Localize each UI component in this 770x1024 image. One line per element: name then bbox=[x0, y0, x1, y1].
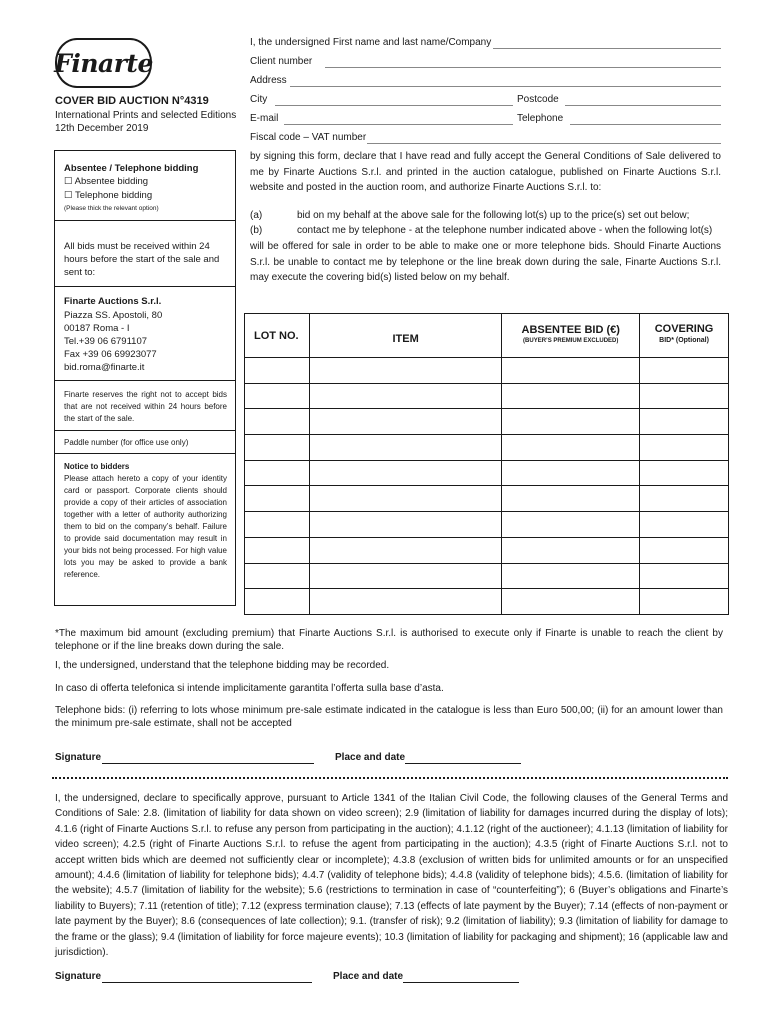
address-field[interactable] bbox=[290, 86, 721, 87]
name-field[interactable] bbox=[493, 48, 721, 49]
lot-number-cell[interactable] bbox=[245, 512, 310, 538]
postcode-field[interactable] bbox=[565, 105, 721, 106]
option-b-text-1: contact me by telephone - at the telephone number indicated above - when the following lot(s) bbox=[297, 225, 713, 236]
item-cell[interactable] bbox=[309, 589, 501, 615]
item-cell[interactable] bbox=[309, 435, 501, 461]
telephone-checkbox[interactable]: ☐ Telephone bidding bbox=[64, 190, 153, 201]
item-cell[interactable] bbox=[309, 409, 501, 435]
absentee-bid-cell[interactable] bbox=[502, 537, 640, 563]
bids-table bbox=[244, 313, 729, 615]
covering-bid-cell[interactable] bbox=[640, 563, 729, 589]
covering-bid-cell[interactable] bbox=[640, 537, 729, 563]
table-row bbox=[245, 358, 729, 384]
lot-number-cell[interactable] bbox=[245, 589, 310, 615]
auction-subtitle: International Prints and selected Editions bbox=[55, 110, 237, 121]
company-address-2: 00187 Roma - I bbox=[64, 323, 130, 334]
lot-number-cell[interactable] bbox=[245, 435, 310, 461]
table-header-row bbox=[245, 314, 729, 358]
divider bbox=[55, 220, 235, 221]
postcode-label: Postcode bbox=[517, 94, 559, 105]
signature-label: Signature bbox=[55, 752, 102, 763]
company-phone: Tel.+39 06 6791107 bbox=[64, 336, 148, 347]
bidding-type-title: Absentee / Telephone bidding bbox=[64, 163, 199, 174]
dotted-separator bbox=[52, 777, 728, 779]
absentee-bid-cell[interactable] bbox=[502, 563, 640, 589]
covering-bid-cell[interactable] bbox=[640, 383, 729, 409]
clauses-text: I, the undersigned, declare to specifically approve, pursuant to Article 1341 of the Italian Civil Code, the following clauses of the General Terms and Conditions of Sale: 2.8. (limitation of liability for data shown on video screen); 2.9 (limitation of liability for damages incurred during the display of lots); 4.1.6 (right of Finarte Auctions S.r.l. to refuse any person from participating in the auction); 4.1.12 (right of the auctioneer); 4.1.13 (limitation of liability for video screen); 4.2.5 (right of Finarte Auctions S.r.l. to refuse the agent from participating in the auction); 4.3.5 (right of Finarte Auctions S.r.l. not to accept written bids which are deemed not sufficiently clear or incomplete); 4.3.8 (exclusion of written bids for unlimited amounts or for an unspecified amount); 4.4.6 (limitation of liability for telephone bids); 4.4.7 (validity of telephone bids); 4.4.8 (validity of telephone bids); 4.5.6. (limitation of liability for the website); 4.5.7 (limitation of liability for the website); 5.6 (restrictions to termination in case of “counterfeiting”); 6 (Buyer’s obligations and Finarte’s liability to Buyers); 7.11 (retention of title); 7.12 (express termination clause); 7.13 (effects of late payment by the Buyer); 7.14 (effects of non-payment or late payment by the Buyer); 8.6 (consequences of late collection); 9.1. (transfer of risk); 9.2 (limitation of liability); 9.3 (limitation of liability for damage to the frame or the glass); 9.4 (limitation of liability for force majeure events); 10.3 (limitation of liability for packaging and shipment); 16 (applicable law and jurisdiction). bbox=[55, 793, 728, 959]
item-cell[interactable] bbox=[309, 512, 501, 538]
item-cell[interactable] bbox=[309, 383, 501, 409]
item-cell[interactable] bbox=[309, 537, 501, 563]
absentee-bid-cell[interactable] bbox=[502, 383, 640, 409]
table-row bbox=[245, 537, 729, 563]
info-box bbox=[54, 150, 236, 606]
divider bbox=[55, 286, 235, 287]
italian-note: In caso di offerta telefonica si intende implicitamente garantita l’offerta sulla base d’asta. bbox=[55, 683, 444, 694]
name-label: I, the undersigned First name and last name/Company bbox=[250, 37, 492, 48]
item-cell[interactable] bbox=[309, 486, 501, 512]
logo-text: Finarte bbox=[54, 48, 153, 78]
deadline-text: All bids must be received within 24 hours before the start of the sale and sent to: bbox=[64, 241, 220, 278]
company-fax: Fax +39 06 69923077 bbox=[64, 349, 157, 360]
option-b-marker: (b) bbox=[250, 225, 263, 236]
absentee-bid-cell[interactable] bbox=[502, 435, 640, 461]
lot-number-cell[interactable] bbox=[245, 460, 310, 486]
address-label: Address bbox=[250, 75, 287, 86]
covering-bid-cell[interactable] bbox=[640, 486, 729, 512]
table-row bbox=[245, 589, 729, 615]
email-label: E-mail bbox=[250, 113, 279, 124]
covering-bid-cell[interactable] bbox=[640, 589, 729, 615]
signature-field-2[interactable] bbox=[102, 982, 312, 983]
absentee-bid-cell[interactable] bbox=[502, 512, 640, 538]
option-a-text: bid on my behalf at the above sale for the following lot(s) up to the price(s) set out below; bbox=[297, 210, 690, 221]
lot-number-cell[interactable] bbox=[245, 358, 310, 384]
tick-note: (Please thick the relevant option) bbox=[64, 205, 159, 212]
place-date-field[interactable] bbox=[405, 763, 521, 764]
fiscal-code-field[interactable] bbox=[367, 143, 721, 144]
company-name: Finarte Auctions S.r.l. bbox=[64, 296, 162, 307]
absentee-bid-cell[interactable] bbox=[502, 486, 640, 512]
signature-field[interactable] bbox=[102, 763, 314, 764]
lot-number-cell[interactable] bbox=[245, 409, 310, 435]
absentee-bid-header-label: ABSENTEE BID (€) bbox=[521, 324, 620, 336]
item-cell[interactable] bbox=[309, 563, 501, 589]
covering-bid-header-sub: BID* (Optional) bbox=[659, 337, 709, 344]
covering-bid-cell[interactable] bbox=[640, 460, 729, 486]
covering-bid-header bbox=[640, 314, 729, 358]
covering-bid-cell[interactable] bbox=[640, 409, 729, 435]
client-number-label: Client number bbox=[250, 56, 313, 67]
table-row bbox=[245, 460, 729, 486]
notice-text: Please attach hereto a copy of your identity card or passport. Corporate clients should provide a copy of their articles of association together with a letter of authority authorizing them to bid on the company’s behalf. Failure to provide said documentation may result in your bids not being processed. For high value lots you may be asked to provide a bank reference. bbox=[64, 474, 227, 579]
lot-number-cell[interactable] bbox=[245, 383, 310, 409]
absentee-bid-header bbox=[502, 314, 640, 358]
declaration-text: by signing this form, declare that I have read and fully accept the General Conditions of Sale delivered to me by Finarte Auctions S.r.l. and printed in the auction catalogue, published on Finarte Auctions S.r.l. website and posted in the auction room, and authorize Finarte Auctions S.r.l. to: bbox=[250, 151, 721, 193]
divider bbox=[55, 430, 235, 431]
option-a-marker: (a) bbox=[250, 210, 263, 221]
telephone-label: Telephone bbox=[517, 113, 564, 124]
table-row bbox=[245, 435, 729, 461]
city-label: City bbox=[250, 94, 268, 105]
company-email[interactable]: bid.roma@finarte.it bbox=[64, 362, 145, 373]
item-cell[interactable] bbox=[309, 358, 501, 384]
item-header bbox=[309, 314, 501, 358]
finarte-logo bbox=[55, 38, 152, 88]
absentee-bid-header-sub: (BUYER’S PREMIUM EXCLUDED) bbox=[523, 338, 619, 344]
client-number-field[interactable] bbox=[325, 67, 721, 68]
paddle-number-label: Paddle number (for office use only) bbox=[64, 438, 189, 447]
lot-number-cell[interactable] bbox=[245, 486, 310, 512]
place-date-field-2[interactable] bbox=[403, 982, 519, 983]
lot-number-header bbox=[245, 314, 310, 358]
lot-number-cell[interactable] bbox=[245, 563, 310, 589]
city-field[interactable] bbox=[275, 105, 513, 106]
signature-label-2: Signature bbox=[55, 971, 102, 982]
absentee-bid-cell[interactable] bbox=[502, 460, 640, 486]
covering-bid-cell[interactable] bbox=[640, 512, 729, 538]
company-address-1: Piazza SS. Apostoli, 80 bbox=[64, 310, 163, 321]
notice-title: Notice to bidders bbox=[64, 462, 130, 471]
absentee-checkbox[interactable]: ☐ Absentee bidding bbox=[64, 176, 149, 187]
fiscal-code-label: Fiscal code – VAT number bbox=[250, 132, 367, 143]
covering-bid-cell[interactable] bbox=[640, 435, 729, 461]
reserve-note: Finarte reserves the right not to accept bids that are not received within 24 hours before the start of the sale. bbox=[64, 390, 227, 423]
absentee-bid-cell[interactable] bbox=[502, 589, 640, 615]
telephone-field[interactable] bbox=[570, 124, 721, 125]
covering-bid-cell[interactable] bbox=[640, 358, 729, 384]
telephone-rules-note: Telephone bids: (i) referring to lots whose minimum pre-sale estimate indicated in the catalogue is less than Euro 500,00; (ii) for an amount lower than the minimum pre-sale estimate, shall not be accepted bbox=[55, 705, 723, 729]
recording-note: I, the undersigned, understand that the telephone bidding may be recorded. bbox=[55, 660, 390, 671]
option-b-text-2: will be offered for sale in order to be able to make one or more telephone bids. Should Finarte Auctions S.r.l. be unable to contact me by telephone or the line break down during the sale, Finarte Auctions S.r.l. may execute the covering bid(s) listed below on my behalf. bbox=[250, 241, 721, 283]
email-field[interactable] bbox=[284, 124, 513, 125]
table-row bbox=[245, 486, 729, 512]
place-date-label: Place and date bbox=[335, 752, 406, 763]
absentee-bid-cell[interactable] bbox=[502, 409, 640, 435]
lot-number-header-label: LOT NO. bbox=[254, 330, 299, 342]
place-date-label-2: Place and date bbox=[333, 971, 404, 982]
table-row bbox=[245, 383, 729, 409]
table-row bbox=[245, 409, 729, 435]
lot-number-cell[interactable] bbox=[245, 537, 310, 563]
item-header-label: ITEM bbox=[392, 333, 419, 345]
covering-bid-header-label: COVERING bbox=[654, 323, 714, 335]
item-cell[interactable] bbox=[309, 460, 501, 486]
table-row bbox=[245, 512, 729, 538]
max-bid-note: *The maximum bid amount (excluding premium) that Finarte Auctions S.r.l. is authorised to execute only if Finarte is unable to reach the client by telephone or if the line breaks down during the sale. bbox=[55, 628, 723, 652]
table-row bbox=[245, 563, 729, 589]
auction-title: COVER BID AUCTION N°4319 bbox=[55, 95, 209, 107]
divider bbox=[55, 453, 235, 454]
divider bbox=[55, 380, 235, 381]
auction-date: 12th December 2019 bbox=[55, 123, 149, 134]
absentee-bid-cell[interactable] bbox=[502, 358, 640, 384]
